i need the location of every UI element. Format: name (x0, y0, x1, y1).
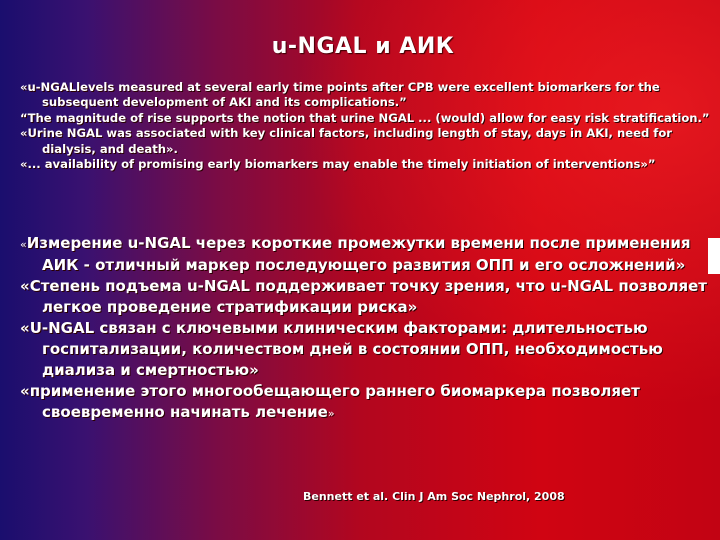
russian-quote-3: «U-NGAL связан с ключевыми клиническим факторами: длительностью госпитализации, количеством дней в состоянии ОПП, необходимостью диализа и смертностью» (20, 319, 663, 379)
english-quote-2: “The magnitude of rise supports the notion that urine NGAL ... (would) allow for easy risk stratification.” (20, 110, 710, 125)
russian-quotes (20, 233, 710, 424)
russian-quote-1 (20, 233, 710, 276)
russian-quote-2: «Степень подъема u-NGAL поддерживает точку зрения, что u-NGAL позволяет легкое проведение стратификации риска» (20, 277, 707, 316)
russian-quote-4-text: «применение этого многообещающего раннего биомаркера позволяет своевременно начинать лечение (20, 382, 640, 421)
english-quote-1: «u-NGALlevels measured at several early time points after CPB were excellent biomarkers for the subsequent development of AKI and its complications.” (20, 80, 660, 110)
russian-quote-1-open: « (20, 238, 27, 251)
russian-quote-1-text: Измерение u-NGAL через короткие промежутки времени после применения АИК - отличный маркер последующего развития ОПП и его осложнений» (26, 234, 691, 274)
russian-quote-4-close: » (327, 407, 335, 420)
citation: Bennett et al. Clin J Am Soc Nephrol, 2008 (303, 490, 565, 503)
slide-title: u-NGAL и АИК (271, 34, 455, 59)
russian-quote-4 (20, 381, 710, 424)
english-quote-3: «Urine NGAL was associated with key clinical factors, including length of stay, days in AKI, need for dialysis, and death». (20, 126, 673, 156)
edge-marker (708, 238, 720, 274)
english-quotes (20, 80, 710, 172)
english-quote-4: «... availability of promising early biomarkers may enable the timely initiation of interventions»” (20, 157, 656, 172)
